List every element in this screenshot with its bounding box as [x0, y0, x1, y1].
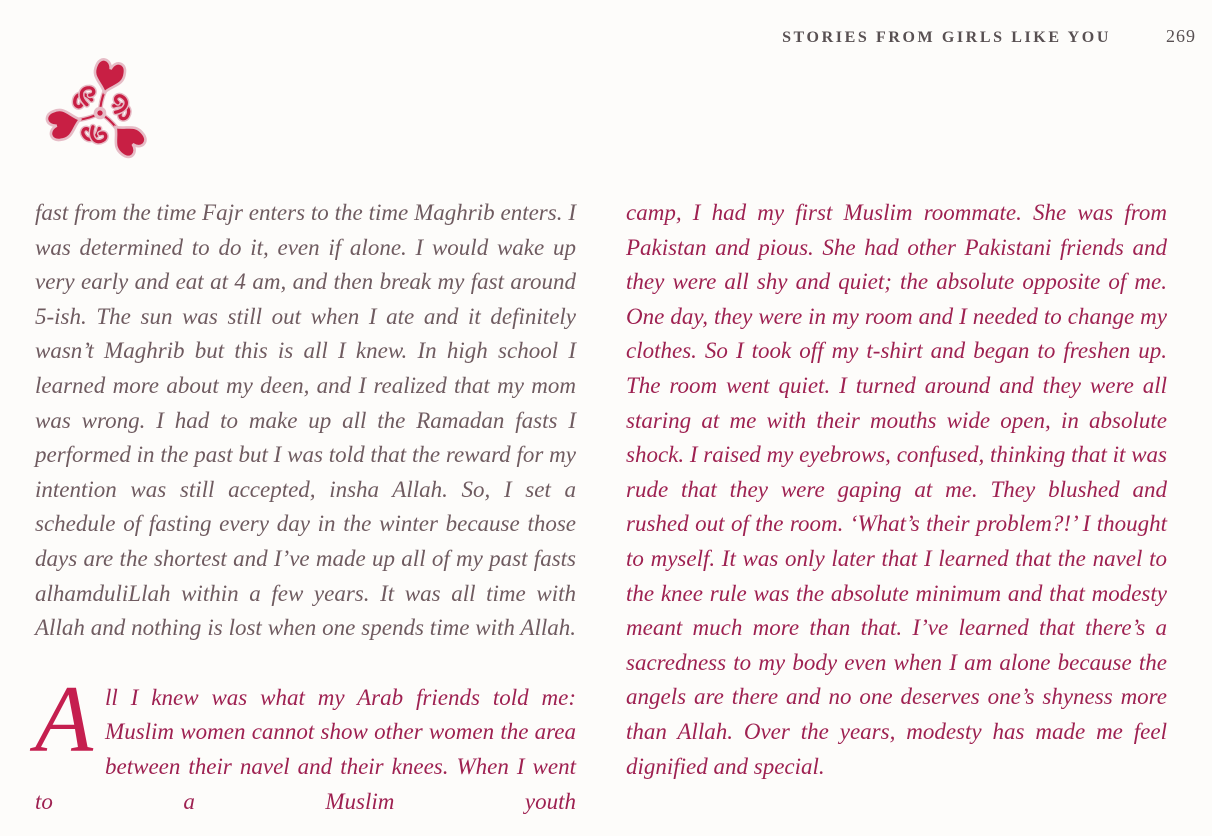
paragraph-modesty-start: [35, 665, 576, 819]
floral-ornament-icon: [26, 48, 174, 178]
left-column: [35, 196, 576, 819]
paragraph-modesty-continued: camp, I had my first Muslim roommate. She was from Pakistan and pious. She had other Pakistani friends and they were all shy and quiet; the absolute opposite of me. One day, they were in my room and I needed to change my clothes. So I took off my t-shirt and began to freshen up. The room went quiet. I turned around and they were all staring at me with their mouths wide open, in absolute shock. I raised my eyebrows, confused, thinking that it was rude that they were gaping at me. They blushed and rushed out of the room. ‘What’s their problem?!’ I thought to myself. It was only later that I learned that the navel to the knee rule was the absolute minimum and that modesty meant much more than that. I’ve learned that there’s a sacredness to my body even when I am alone because the angels are there and no one deserves one’s shyness more than Allah. Over the years, modesty has made me feel dignified and special.: [626, 200, 1167, 779]
drop-cap: A: [35, 665, 94, 772]
running-head-title: STORIES FROM GIRLS LIKE YOU: [782, 29, 1111, 46]
running-head: [782, 26, 1196, 47]
paragraph-modesty-start-text: ll I knew was what my Arab friends told me: Muslim women cannot show other women the area between their navel and their knees. When I went to a Muslim youth: [35, 684, 576, 814]
page-number: 269: [1166, 26, 1196, 46]
right-column: [626, 196, 1167, 819]
paragraph-fasting: fast from the time Fajr enters to the time Maghrib enters. I was determined to do it, even if alone. I would wake up very early and eat at 4 am, and then break my fast around 5-ish. The sun was still out when I ate and it definitely wasn’t Maghrib but this is all I knew. In high school I learned more about my deen, and I realized that my mom was wrong. I had to make up all the Ramadan fasts I performed in the past but I was told that the reward for my intention was still accepted, insha Allah. So, I set a schedule of fasting every day in the winter because those days are the shortest and I’ve made up all of my past fasts alhamduliLlah within a few years. It was all time with Allah and nothing is lost when one spends time with Allah.: [35, 200, 576, 641]
text-columns: [35, 196, 1167, 819]
